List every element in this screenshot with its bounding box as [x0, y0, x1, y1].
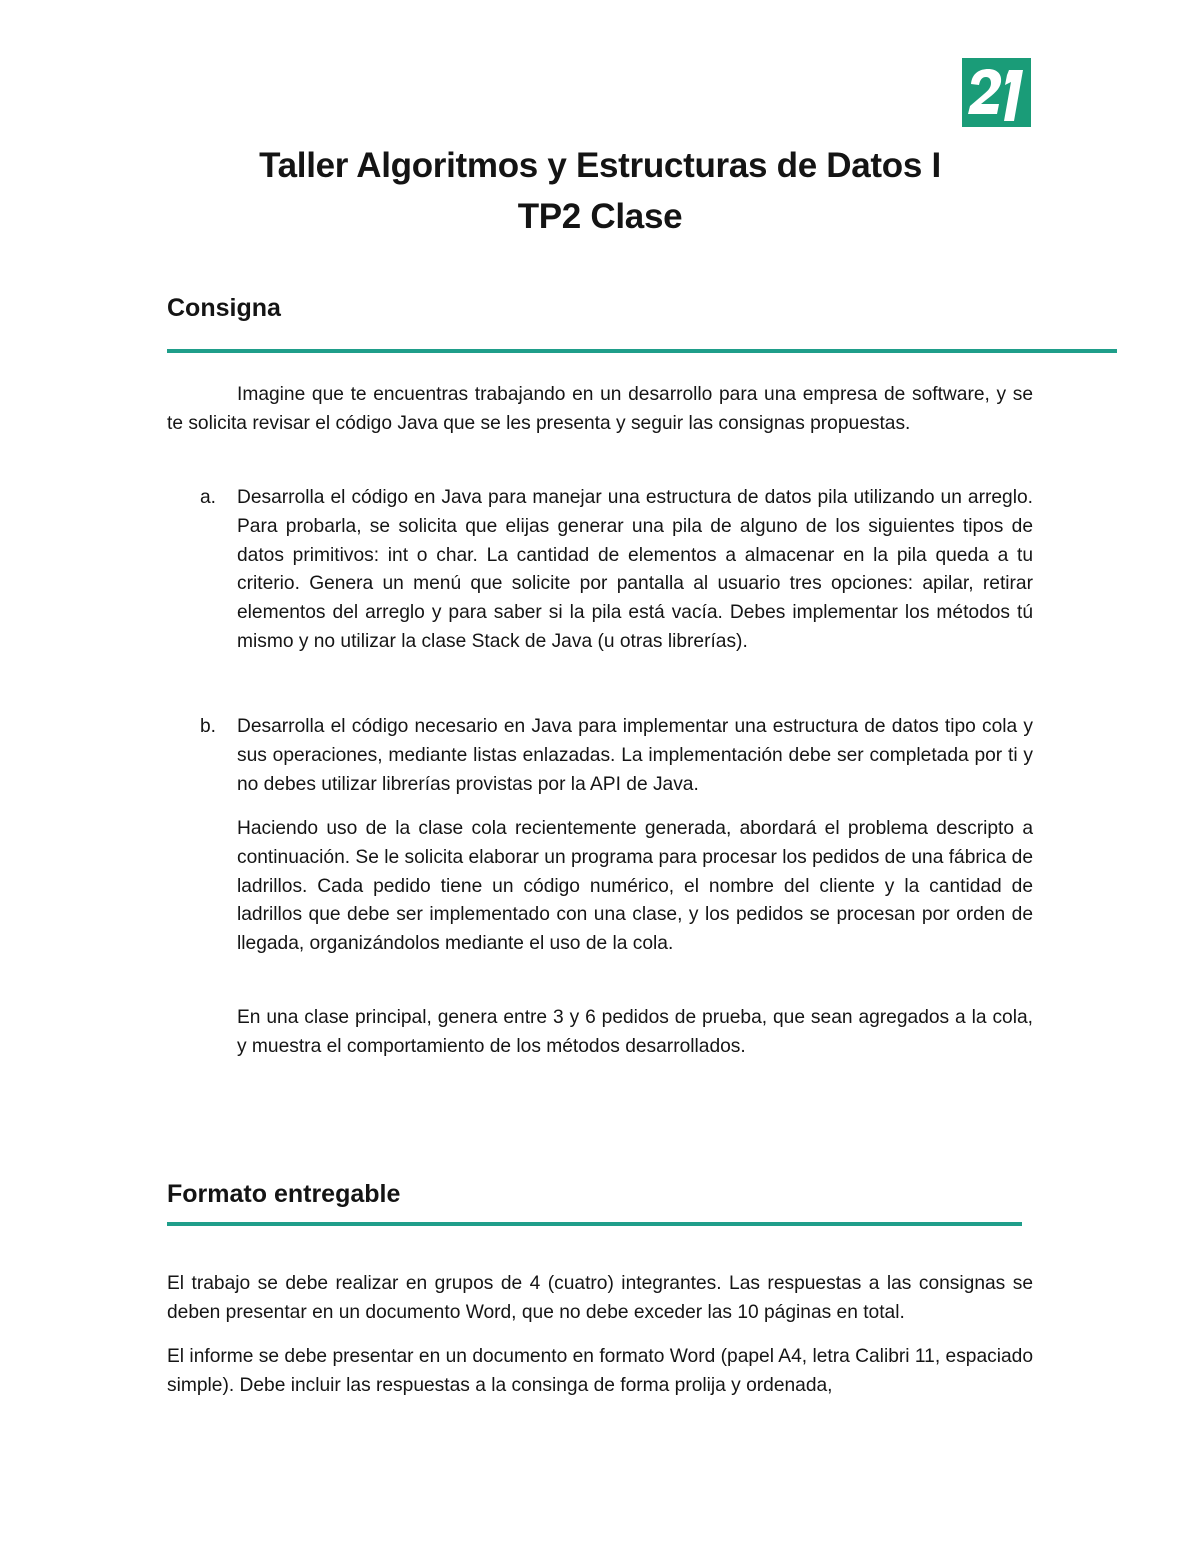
- list-item: [200, 713, 1033, 799]
- formato-paragraph: El trabajo se debe realizar en grupos de 4 (cuatro) integrantes. Las respuestas a las consignas se deben presentar en un documento Word, que no debe exceder las 10 páginas en total.: [167, 1273, 1033, 1323]
- section-heading-formato: Formato entregable: [167, 1180, 401, 1208]
- intro-paragraph: Imagine que te encuentras trabajando en un desarrollo para una empresa de software, y se te solicita revisar el código Java que se les presenta y seguir las consignas propuestas.: [167, 384, 1033, 434]
- list-item: [200, 484, 1033, 657]
- university-logo: [962, 58, 1031, 127]
- list-marker: b.: [200, 716, 217, 737]
- formato-paragraph: El informe se debe presentar en un documento en formato Word (papel A4, letra Calibri 11, espaciado simple). Debe incluir las respuestas a la consinga de forma prolija y ordenada,: [167, 1346, 1033, 1396]
- section-divider: [167, 349, 1117, 353]
- document-subtitle: TP2 Clase: [517, 197, 683, 236]
- item-b-paragraph: En una clase principal, genera entre 3 y 6 pedidos de prueba, que sean agregados a la cola, y muestra el comportamiento de los métodos desarrollados.: [237, 1007, 1033, 1057]
- section-divider: [167, 1222, 1022, 1226]
- document-title: Taller Algoritmos y Estructuras de Datos I: [259, 146, 941, 185]
- section-heading-consigna: Consigna: [167, 294, 281, 322]
- list-item-text: Desarrolla el código necesario en Java para implementar una estructura de datos tipo cola y sus operaciones, mediante listas enlazadas. La implementación debe ser completada por ti y no debes utilizar librerías provistas por la API de Java.: [237, 716, 1033, 795]
- item-b-paragraph: Haciendo uso de la clase cola recientemente generada, abordará el problema descripto a continuación. Se le solicita elaborar un programa para procesar los pedidos de una fábrica de ladrillos. Cada pedido tiene un código numérico, el nombre del cliente y la cantidad de ladrillos que debe ser implementado con una clase, y los pedidos se procesan por orden de llegada, organizándolos mediante el uso de la cola.: [237, 818, 1033, 955]
- list-marker: a.: [200, 487, 217, 508]
- logo-21-icon: [962, 58, 1031, 127]
- list-item-text: Desarrolla el código en Java para manejar una estructura de datos pila utilizando un arreglo. Para probarla, se solicita que elijas generar una pila de alguno de los siguientes tipos de datos primitivos: int o char. La cantidad de elementos a almacenar en la pila queda a tu criterio. Genera un menú que solicite por pantalla al usuario tres opciones: apilar, retirar elementos del arreglo y para saber si la pila está vacía. Debes implementar los métodos tú mismo y no utilizar la clase Stack de Java (u otras librerías).: [237, 487, 1033, 652]
